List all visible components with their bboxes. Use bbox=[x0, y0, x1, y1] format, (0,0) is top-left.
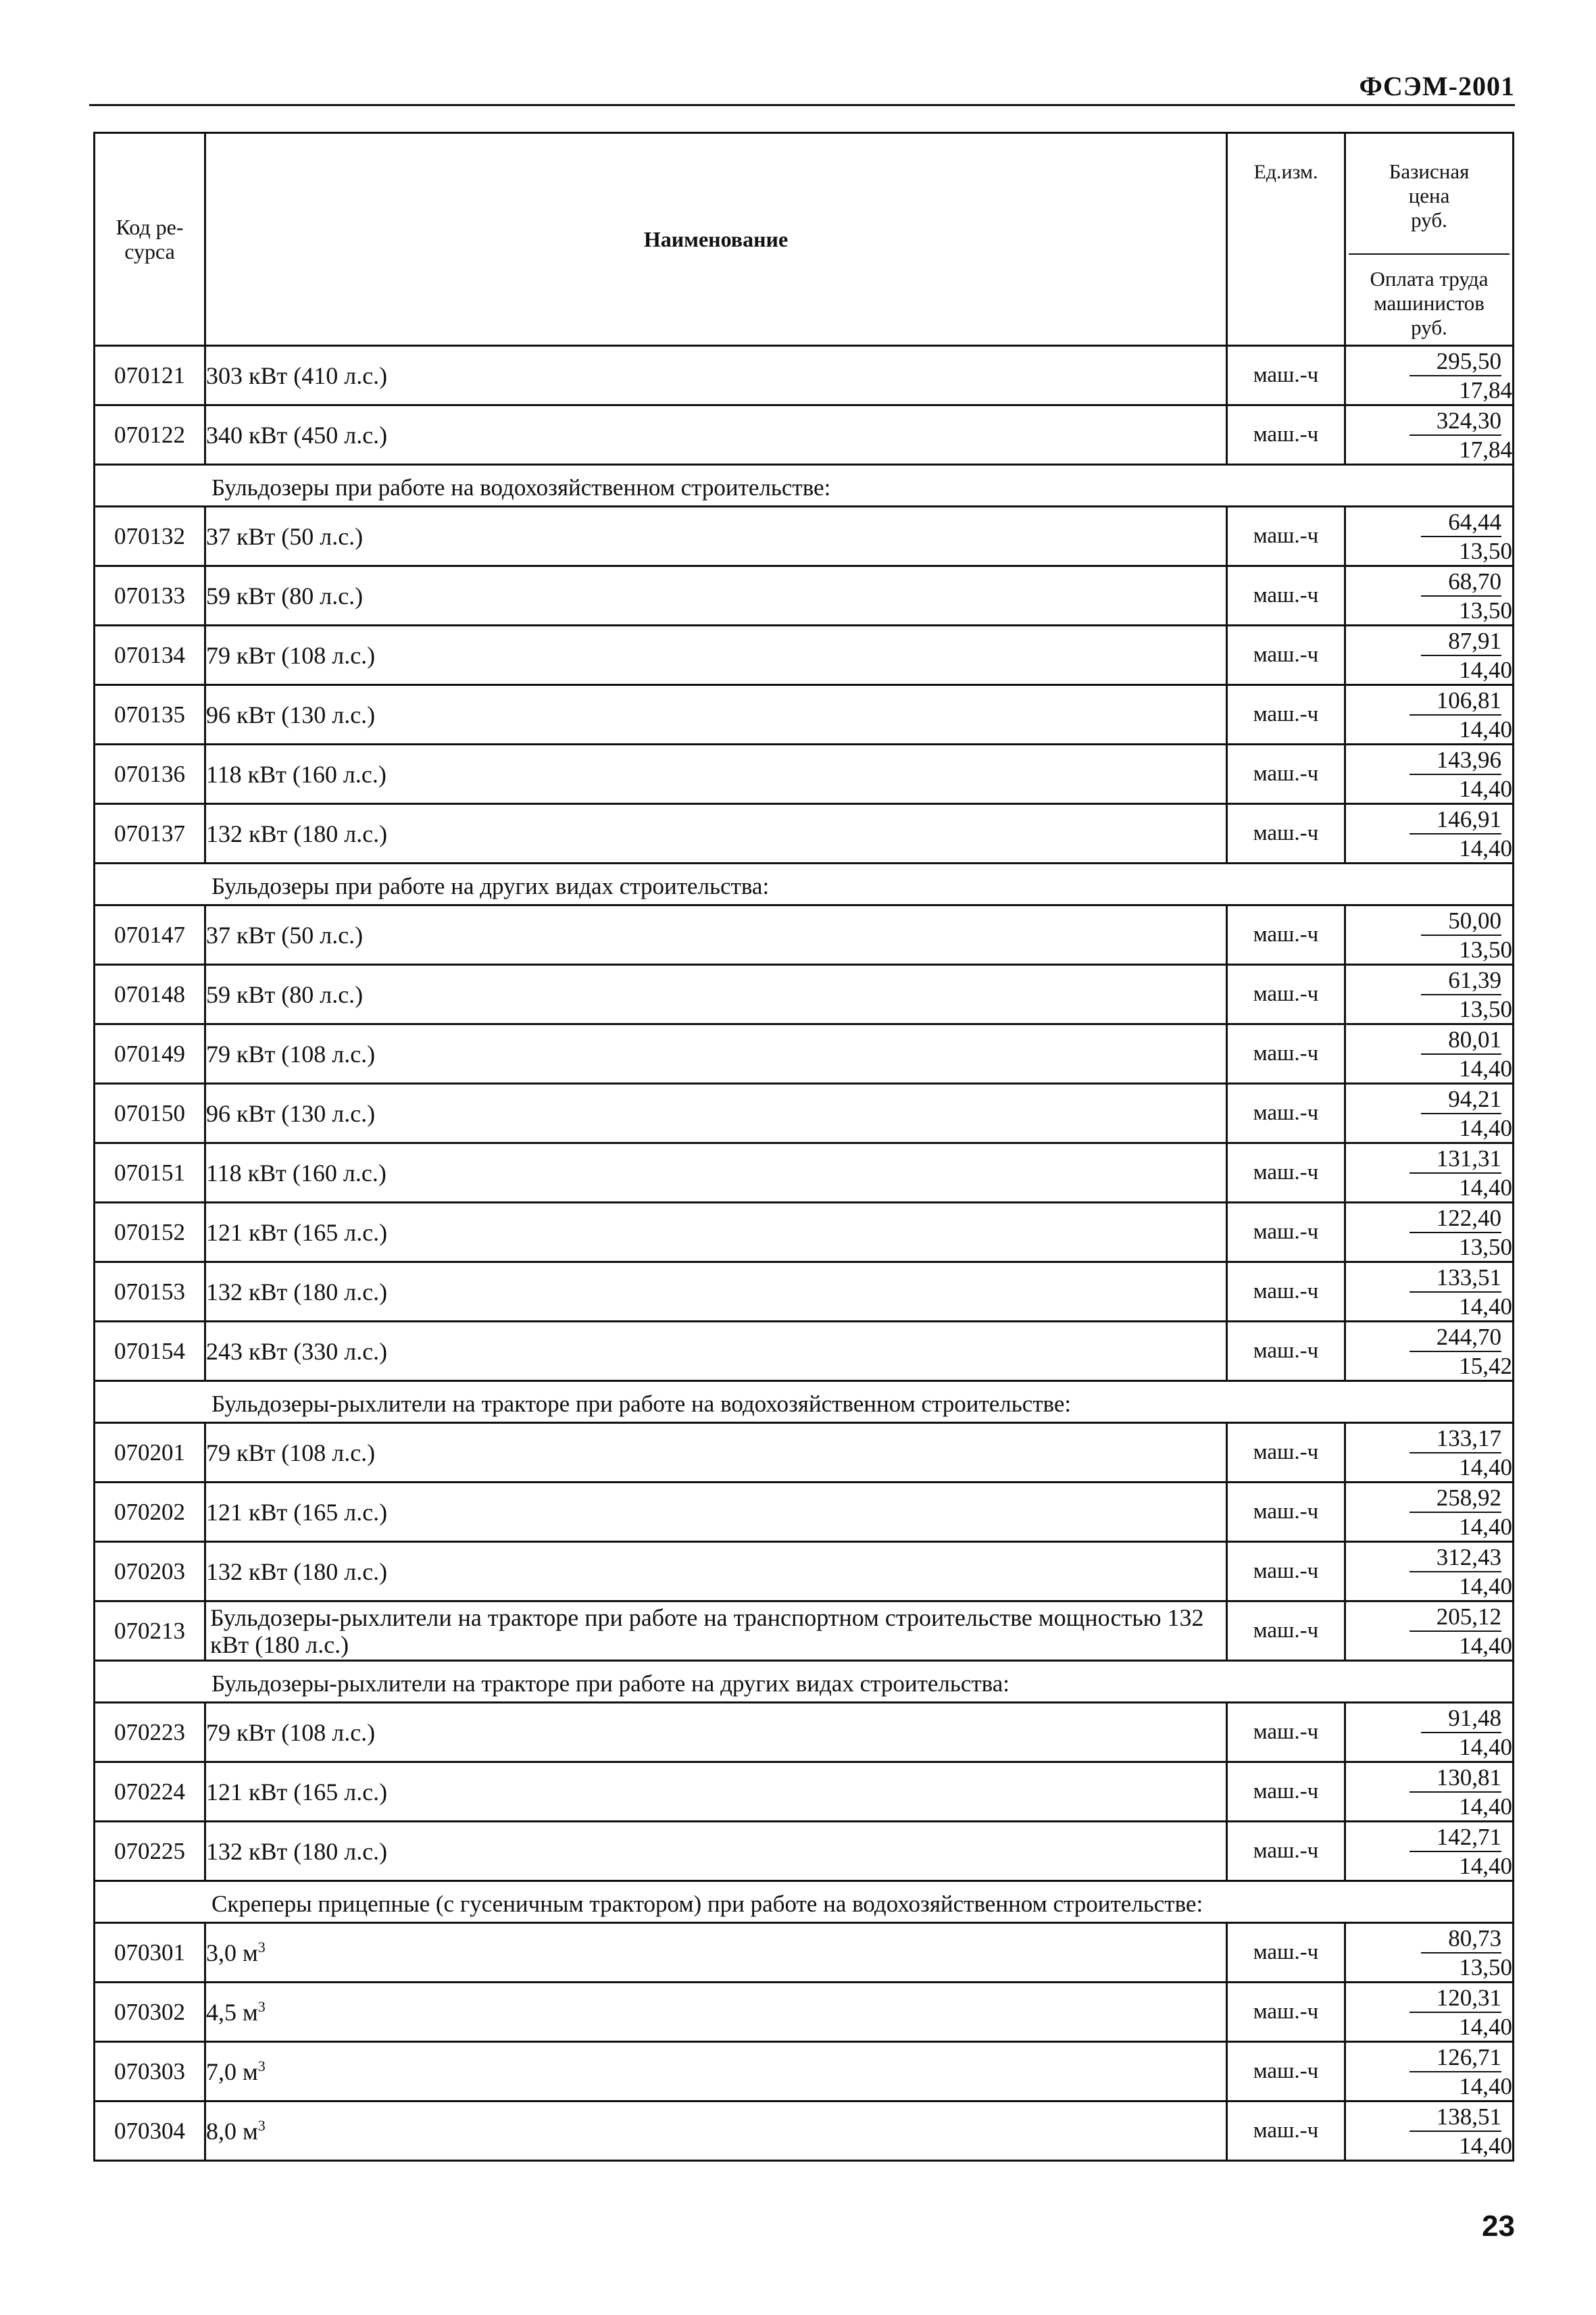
resource-code: 070225 bbox=[95, 1822, 205, 1881]
base-price: 143,96 bbox=[1410, 746, 1501, 775]
section-row bbox=[95, 1881, 1514, 1923]
column-header-wage: Оплата труда машинистов руб. bbox=[1370, 267, 1489, 339]
unit-of-measure: маш.-ч bbox=[1227, 1703, 1345, 1762]
base-price: 130,81 bbox=[1410, 1764, 1501, 1793]
operator-wage: 13,50 bbox=[1459, 537, 1512, 564]
base-price: 61,39 bbox=[1421, 966, 1501, 995]
resource-name: 132 кВт (180 л.с.) bbox=[205, 804, 1227, 864]
section-title: Бульдозеры при работе на водохозяйственном строительстве: bbox=[95, 465, 1514, 507]
unit-of-measure: маш.-ч bbox=[1227, 1024, 1345, 1084]
unit-exponent: 3 bbox=[257, 1997, 266, 2015]
resource-code: 070301 bbox=[95, 1923, 205, 1983]
unit-exponent: 3 bbox=[257, 1938, 266, 1956]
resource-code: 070203 bbox=[95, 1542, 205, 1601]
table-row bbox=[95, 1483, 1514, 1542]
unit-of-measure: маш.-ч bbox=[1227, 685, 1345, 745]
section-row bbox=[95, 1661, 1514, 1703]
resource-code: 070153 bbox=[95, 1262, 205, 1322]
resource-name: 118 кВт (160 л.с.) bbox=[205, 1143, 1227, 1203]
table-row bbox=[95, 1143, 1514, 1203]
resource-name: 59 кВт (80 л.с.) bbox=[205, 965, 1227, 1024]
base-price: 258,92 bbox=[1410, 1484, 1501, 1513]
base-price: 68,70 bbox=[1421, 568, 1501, 597]
base-price: 133,51 bbox=[1410, 1264, 1501, 1293]
unit-of-measure: маш.-ч bbox=[1227, 1923, 1345, 1983]
price-cell bbox=[1345, 1024, 1514, 1084]
unit-of-measure: маш.-ч bbox=[1227, 1983, 1345, 2042]
column-header-base-price: Базисная цена руб. bbox=[1349, 139, 1510, 255]
table-row bbox=[95, 1923, 1514, 1983]
resource-code: 070137 bbox=[95, 804, 205, 864]
table-row bbox=[95, 346, 1514, 405]
price-cell bbox=[1345, 804, 1514, 864]
operator-wage: 14,40 bbox=[1459, 2013, 1512, 2040]
table-row bbox=[95, 566, 1514, 626]
table-row bbox=[95, 905, 1514, 965]
resource-name: 79 кВт (108 л.с.) bbox=[205, 1423, 1227, 1483]
resource-name: Бульдозеры-рыхлители на тракторе при работе на транспортном строительстве мощностью 132 кВт (180 л.с.) bbox=[205, 1601, 1227, 1661]
operator-wage: 14,40 bbox=[1459, 1055, 1512, 1082]
section-row bbox=[95, 465, 1514, 507]
operator-wage: 14,40 bbox=[1459, 1632, 1512, 1659]
operator-wage: 17,84 bbox=[1459, 376, 1512, 403]
resource-name: 96 кВт (130 л.с.) bbox=[205, 1084, 1227, 1143]
table-row bbox=[95, 2101, 1514, 2161]
table-row bbox=[95, 507, 1514, 566]
base-price: 50,00 bbox=[1421, 907, 1501, 936]
table-row bbox=[95, 1703, 1514, 1762]
section-title: Бульдозеры при работе на других видах строительства: bbox=[95, 864, 1514, 905]
resource-name: 121 кВт (165 л.с.) bbox=[205, 1483, 1227, 1542]
resource-code: 070149 bbox=[95, 1024, 205, 1084]
operator-wage: 13,50 bbox=[1459, 1233, 1512, 1260]
base-price: 324,30 bbox=[1410, 407, 1501, 436]
price-cell bbox=[1345, 1923, 1514, 1983]
base-price: 106,81 bbox=[1410, 687, 1501, 716]
unit-exponent: 3 bbox=[257, 2116, 266, 2134]
price-cell bbox=[1345, 905, 1514, 965]
price-cell bbox=[1345, 1762, 1514, 1822]
base-price: 142,71 bbox=[1410, 1823, 1501, 1852]
unit-of-measure: маш.-ч bbox=[1227, 1822, 1345, 1881]
operator-wage: 14,40 bbox=[1459, 1453, 1512, 1480]
table-row bbox=[95, 685, 1514, 745]
table-row bbox=[95, 626, 1514, 685]
base-price: 133,17 bbox=[1410, 1424, 1501, 1453]
resource-code: 070201 bbox=[95, 1423, 205, 1483]
resource-name: 132 кВт (180 л.с.) bbox=[205, 1822, 1227, 1881]
table-row bbox=[95, 1423, 1514, 1483]
unit-of-measure: маш.-ч bbox=[1227, 566, 1345, 626]
price-cell bbox=[1345, 346, 1514, 405]
table-row bbox=[95, 1983, 1514, 2042]
column-header-code: Код ре- сурса bbox=[95, 133, 205, 346]
price-cell bbox=[1345, 1601, 1514, 1661]
operator-wage: 14,40 bbox=[1459, 1513, 1512, 1540]
base-price: 122,40 bbox=[1410, 1204, 1501, 1233]
resource-table bbox=[93, 132, 1514, 2162]
unit-of-measure: маш.-ч bbox=[1227, 2101, 1345, 2161]
base-price: 80,01 bbox=[1421, 1026, 1501, 1055]
base-price: 244,70 bbox=[1410, 1323, 1501, 1352]
operator-wage: 14,40 bbox=[1459, 1793, 1512, 1820]
resource-name: 37 кВт (50 л.с.) bbox=[205, 507, 1227, 566]
price-cell bbox=[1345, 405, 1514, 465]
price-cell bbox=[1345, 745, 1514, 804]
unit-of-measure: маш.-ч bbox=[1227, 965, 1345, 1024]
price-cell bbox=[1345, 1322, 1514, 1381]
resource-code: 070202 bbox=[95, 1483, 205, 1542]
base-price: 120,31 bbox=[1410, 1984, 1501, 2013]
operator-wage: 17,84 bbox=[1459, 436, 1512, 463]
base-price: 126,71 bbox=[1410, 2043, 1501, 2072]
unit-of-measure: маш.-ч bbox=[1227, 1423, 1345, 1483]
resource-name: 118 кВт (160 л.с.) bbox=[205, 745, 1227, 804]
operator-wage: 13,50 bbox=[1459, 936, 1512, 963]
resource-name: 37 кВт (50 л.с.) bbox=[205, 905, 1227, 965]
price-cell bbox=[1345, 1143, 1514, 1203]
price-cell bbox=[1345, 965, 1514, 1024]
price-cell bbox=[1345, 2042, 1514, 2101]
price-cell bbox=[1345, 1203, 1514, 1262]
base-price: 205,12 bbox=[1410, 1603, 1501, 1632]
operator-wage: 14,40 bbox=[1459, 1114, 1512, 1141]
unit-of-measure: маш.-ч bbox=[1227, 1483, 1345, 1542]
resource-name: 79 кВт (108 л.с.) bbox=[205, 626, 1227, 685]
resource-name: 96 кВт (130 л.с.) bbox=[205, 685, 1227, 745]
price-cell bbox=[1345, 685, 1514, 745]
unit-of-measure: маш.-ч bbox=[1227, 405, 1345, 465]
unit-of-measure: маш.-ч bbox=[1227, 905, 1345, 965]
base-price: 131,31 bbox=[1410, 1145, 1501, 1174]
resource-code: 070303 bbox=[95, 2042, 205, 2101]
unit-of-measure: маш.-ч bbox=[1227, 745, 1345, 804]
table-row bbox=[95, 745, 1514, 804]
base-price: 80,73 bbox=[1421, 1924, 1501, 1953]
unit-of-measure: маш.-ч bbox=[1227, 1143, 1345, 1203]
resource-name: 303 кВт (410 л.с.) bbox=[205, 346, 1227, 405]
unit-of-measure: маш.-ч bbox=[1227, 1203, 1345, 1262]
resource-code: 070136 bbox=[95, 745, 205, 804]
operator-wage: 13,50 bbox=[1459, 597, 1512, 624]
unit-of-measure: маш.-ч bbox=[1227, 507, 1345, 566]
operator-wage: 14,40 bbox=[1459, 835, 1512, 862]
resource-code: 070304 bbox=[95, 2101, 205, 2161]
resource-name: 121 кВт (165 л.с.) bbox=[205, 1762, 1227, 1822]
column-header-unit: Ед.изм. bbox=[1227, 133, 1345, 346]
unit-of-measure: маш.-ч bbox=[1227, 1262, 1345, 1322]
page-number: 23 bbox=[1482, 2210, 1515, 2243]
unit-of-measure: маш.-ч bbox=[1227, 1084, 1345, 1143]
section-row bbox=[95, 864, 1514, 905]
unit-of-measure: маш.-ч bbox=[1227, 346, 1345, 405]
operator-wage: 14,40 bbox=[1459, 1852, 1512, 1879]
operator-wage: 14,40 bbox=[1459, 656, 1512, 683]
unit-of-measure: маш.-ч bbox=[1227, 1542, 1345, 1601]
resource-code: 070213 bbox=[95, 1601, 205, 1661]
resource-code: 070121 bbox=[95, 346, 205, 405]
resource-code: 070135 bbox=[95, 685, 205, 745]
resource-name: 8,0 $м^3$ bbox=[205, 2101, 1227, 2161]
resource-name: 3,0 $м^3$ bbox=[205, 1923, 1227, 1983]
table-row bbox=[95, 1203, 1514, 1262]
operator-wage: 14,40 bbox=[1459, 1174, 1512, 1201]
operator-wage: 13,50 bbox=[1459, 995, 1512, 1022]
base-price: 91,48 bbox=[1421, 1704, 1501, 1733]
resource-code: 070147 bbox=[95, 905, 205, 965]
operator-wage: 14,40 bbox=[1459, 775, 1512, 802]
price-cell bbox=[1345, 1084, 1514, 1143]
table-row bbox=[95, 1601, 1514, 1661]
resource-name: 121 кВт (165 л.с.) bbox=[205, 1203, 1227, 1262]
header-rule bbox=[89, 104, 1515, 106]
operator-wage: 14,40 bbox=[1459, 2132, 1512, 2159]
price-cell bbox=[1345, 1822, 1514, 1881]
resource-code: 070148 bbox=[95, 965, 205, 1024]
resource-name: 79 кВт (108 л.с.) bbox=[205, 1024, 1227, 1084]
resource-code: 070134 bbox=[95, 626, 205, 685]
price-cell bbox=[1345, 1262, 1514, 1322]
column-header-name: Наименование bbox=[205, 133, 1227, 346]
resource-code: 070224 bbox=[95, 1762, 205, 1822]
table-row bbox=[95, 1322, 1514, 1381]
table-row bbox=[95, 1762, 1514, 1822]
resource-code: 070132 bbox=[95, 507, 205, 566]
table-row bbox=[95, 1542, 1514, 1601]
unit-of-measure: маш.-ч bbox=[1227, 1601, 1345, 1661]
resource-name: 4,5 $м^3$ bbox=[205, 1983, 1227, 2042]
resource-code: 070302 bbox=[95, 1983, 205, 2042]
resource-name: 132 кВт (180 л.с.) bbox=[205, 1262, 1227, 1322]
resource-code: 070223 bbox=[95, 1703, 205, 1762]
operator-wage: 13,50 bbox=[1459, 1953, 1512, 1981]
resource-code: 070122 bbox=[95, 405, 205, 465]
price-cell bbox=[1345, 626, 1514, 685]
resource-code: 070152 bbox=[95, 1203, 205, 1262]
table-row bbox=[95, 1084, 1514, 1143]
base-price: 295,50 bbox=[1410, 347, 1501, 376]
section-title: Бульдозеры-рыхлители на тракторе при работе на других видах строительства: bbox=[95, 1661, 1514, 1703]
table-row bbox=[95, 804, 1514, 864]
resource-name: 132 кВт (180 л.с.) bbox=[205, 1542, 1227, 1601]
resource-code: 070150 bbox=[95, 1084, 205, 1143]
resource-code: 070151 bbox=[95, 1143, 205, 1203]
base-price: 94,21 bbox=[1421, 1085, 1501, 1114]
price-cell bbox=[1345, 1983, 1514, 2042]
unit-exponent: 3 bbox=[257, 2057, 266, 2074]
table-row bbox=[95, 965, 1514, 1024]
price-cell bbox=[1345, 566, 1514, 626]
price-cell bbox=[1345, 507, 1514, 566]
resource-name: 243 кВт (330 л.с.) bbox=[205, 1322, 1227, 1381]
table-row bbox=[95, 2042, 1514, 2101]
unit-of-measure: маш.-ч bbox=[1227, 1762, 1345, 1822]
section-title: Скреперы прицепные (с гусеничным трактором) при работе на водохозяйственном строительстве: bbox=[95, 1881, 1514, 1923]
base-price: 64,44 bbox=[1421, 508, 1501, 537]
operator-wage: 14,40 bbox=[1459, 1572, 1512, 1599]
price-cell bbox=[1345, 1703, 1514, 1762]
price-cell bbox=[1345, 1483, 1514, 1542]
table-row bbox=[95, 1024, 1514, 1084]
resource-name: 340 кВт (450 л.с.) bbox=[205, 405, 1227, 465]
section-title: Бульдозеры-рыхлители на тракторе при работе на водохозяйственном строительстве: bbox=[95, 1381, 1514, 1423]
operator-wage: 15,42 bbox=[1459, 1352, 1512, 1379]
price-cell bbox=[1345, 1542, 1514, 1601]
resource-name: 59 кВт (80 л.с.) bbox=[205, 566, 1227, 626]
table-row bbox=[95, 1262, 1514, 1322]
operator-wage: 14,40 bbox=[1459, 716, 1512, 743]
operator-wage: 14,40 bbox=[1459, 1293, 1512, 1320]
price-cell bbox=[1345, 1423, 1514, 1483]
price-cell bbox=[1345, 2101, 1514, 2161]
resource-name: 7,0 $м^3$ bbox=[205, 2042, 1227, 2101]
resource-name: 79 кВт (108 л.с.) bbox=[205, 1703, 1227, 1762]
base-price: 146,91 bbox=[1410, 805, 1501, 835]
unit-of-measure: маш.-ч bbox=[1227, 1322, 1345, 1381]
column-header-price bbox=[1345, 133, 1514, 346]
base-price: 87,91 bbox=[1421, 627, 1501, 656]
operator-wage: 14,40 bbox=[1459, 1733, 1512, 1760]
table-row bbox=[95, 1822, 1514, 1881]
base-price: 138,51 bbox=[1410, 2103, 1501, 2132]
unit-of-measure: маш.-ч bbox=[1227, 804, 1345, 864]
section-row bbox=[95, 1381, 1514, 1423]
unit-of-measure: маш.-ч bbox=[1227, 626, 1345, 685]
resource-code: 070133 bbox=[95, 566, 205, 626]
base-price: 312,43 bbox=[1410, 1543, 1501, 1572]
operator-wage: 14,40 bbox=[1459, 2072, 1512, 2099]
table-row bbox=[95, 405, 1514, 465]
document-code: ФСЭМ-2001 bbox=[1359, 71, 1515, 101]
unit-of-measure: маш.-ч bbox=[1227, 2042, 1345, 2101]
resource-code: 070154 bbox=[95, 1322, 205, 1381]
